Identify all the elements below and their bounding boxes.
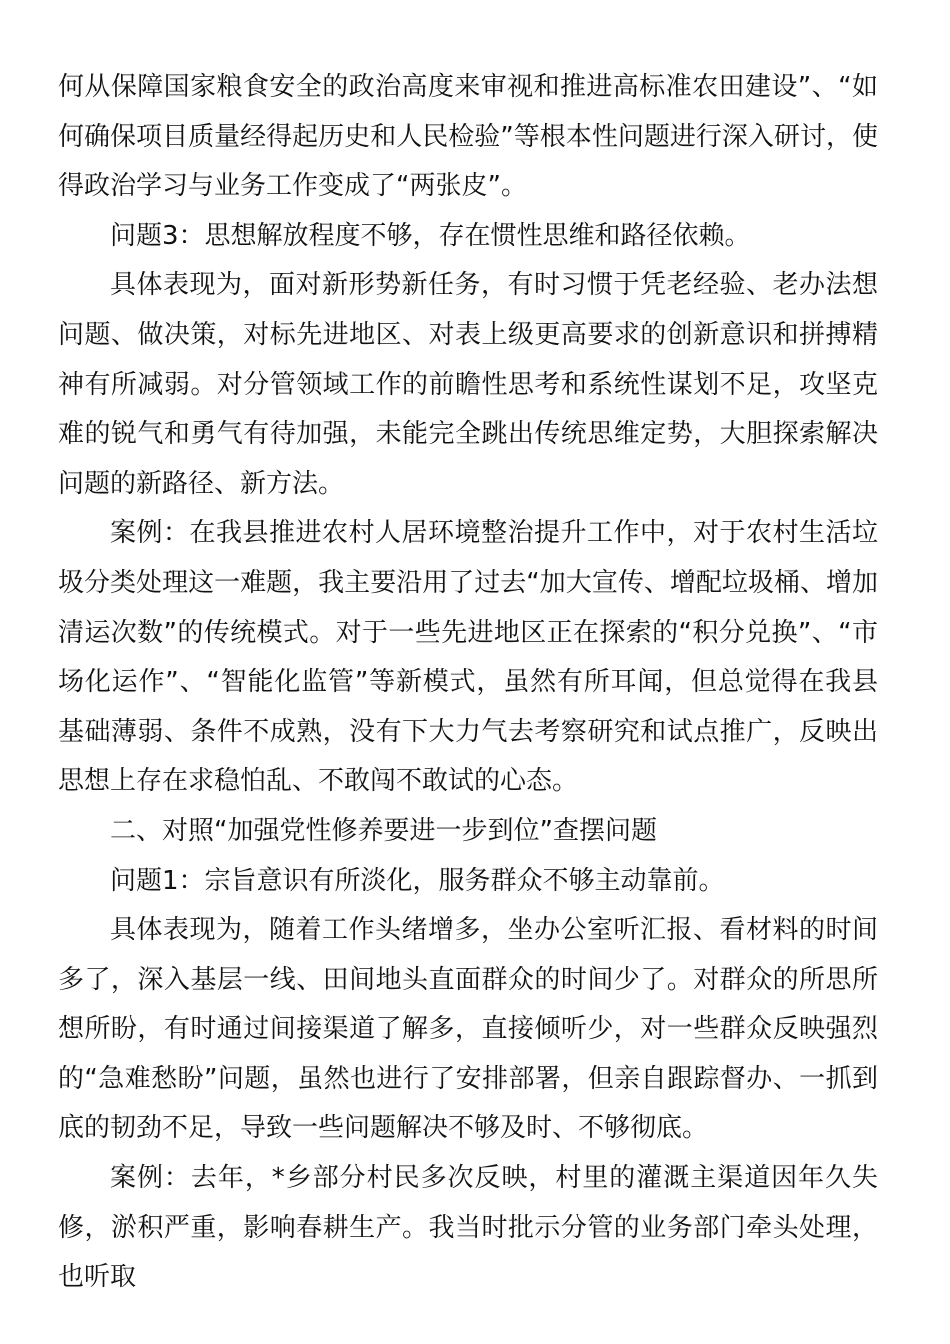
problem-3-case: 案例：在我县推进农村人居环境整治提升工作中，对于农村生活垃圾分类处理这一难题，我主要沿用了过去“加大宣传、增配垃圾桶、增加清运次数”的传统模式。对于一些先进地区正在探索的“积分兑换”、“市场化运作”、“智能化监管”等新模式，虽然有所耳闻，但总觉得在我县基础薄弱、条件不成熟，没有下大力气去考察研究和试点推广，反映出思想上存在求稳怕乱、不敢闯不敢试的心态。	[58, 518, 878, 797]
problem-3-manifestation: 具体表现为，面对新形势新任务，有时习惯于凭老经验、老办法想问题、做决策，对标先进地区、对表上级更高要求的创新意识和拼搏精神有所减弱。对分管领域工作的前瞻性思考和系统性谋划不足，攻坚克难的锐气和勇气有待加强，未能完全跳出传统思维定势，大胆探索解决问题的新路径、新方法。	[58, 270, 878, 499]
section-2-heading: 二、对照“加强党性修养要进一步到位”查摆问题	[110, 815, 657, 846]
problem-1-heading: 问题1：宗旨意识有所淡化，服务群众不够主动靠前。	[110, 865, 725, 896]
problem-1-manifestation: 具体表现为，随着工作头绪增多，坐办公室听汇报、看材料的时间多了，深入基层一线、田间地头直面群众的时间少了。对群众的所思所想所盼，有时通过间接渠道了解多，直接倾听少，对一些群众反映强烈的“急难愁盼”问题，虽然也进行了安排部署，但亲自跟踪督办、一抓到底的韧劲不足，导致一些问题解决不够及时、不够彻底。	[58, 915, 878, 1144]
problem-3-heading: 问题3：思想解放程度不够，存在惯性思维和路径依赖。	[110, 220, 751, 251]
paragraph-continuation: 何从保障国家粮食安全的政治高度来审视和推进高标准农田建设”、“如何确保项目质量经得起历史和人民检验”等根本性问题进行深入研讨，使得政治学习与业务工作变成了“两张皮”。	[58, 72, 878, 202]
document-page	[58, 63, 878, 1303]
problem-1-case: 案例：去年，*乡部分村民多次反映，村里的灌溉主渠道因年久失修，淤积严重，影响春耕生产。我当时批示分管的业务部门牵头处理，也听取	[58, 1163, 878, 1293]
